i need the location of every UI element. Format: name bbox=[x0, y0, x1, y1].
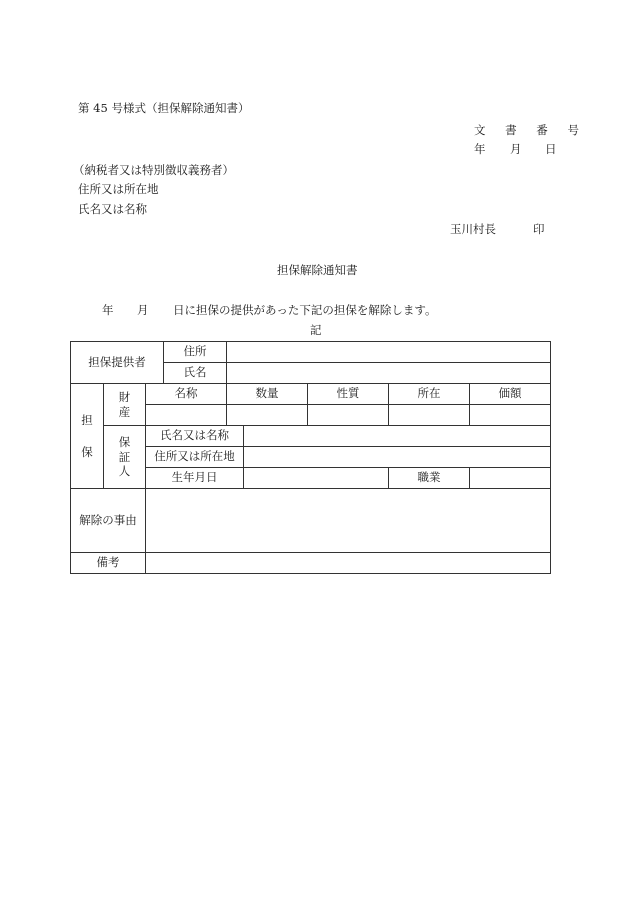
occupation-field[interactable] bbox=[470, 468, 551, 489]
date-month-label: 月 bbox=[510, 142, 522, 156]
property-col-location: 所在 bbox=[389, 384, 470, 405]
guarantor-label: 保 証 人 bbox=[104, 426, 146, 489]
ki-label: 記 bbox=[310, 323, 322, 337]
document-title: 担保解除通知書 bbox=[277, 263, 358, 277]
issuer-name: 玉川村長 bbox=[450, 222, 496, 236]
provider-label: 担保提供者 bbox=[71, 342, 164, 384]
collateral-label: 担 保 bbox=[71, 384, 104, 489]
guarantor-name-label: 氏名又は名称 bbox=[146, 426, 244, 447]
addressee-address-label: 住所又は所在地 bbox=[78, 182, 159, 196]
remarks-field[interactable] bbox=[146, 553, 551, 574]
birthdate-field[interactable] bbox=[244, 468, 389, 489]
date-year-label: 年 bbox=[474, 142, 486, 156]
guarantor-address-label: 住所又は所在地 bbox=[146, 447, 244, 468]
property-location-field[interactable] bbox=[389, 405, 470, 426]
property-col-nature: 性質 bbox=[308, 384, 389, 405]
provider-address-field[interactable] bbox=[227, 342, 551, 363]
body-month: 月 bbox=[137, 303, 149, 317]
release-reason-label: 解除の事由 bbox=[71, 489, 146, 553]
document-number-label: 文 書 番 号 bbox=[474, 123, 587, 137]
addressee-type: （納税者又は特別徴収義務者） bbox=[73, 163, 234, 177]
provider-name-field[interactable] bbox=[227, 363, 551, 384]
property-col-quantity: 数量 bbox=[227, 384, 308, 405]
property-nature-field[interactable] bbox=[308, 405, 389, 426]
occupation-label: 職業 bbox=[389, 468, 470, 489]
provider-address-label: 住所 bbox=[164, 342, 227, 363]
provider-name-label: 氏名 bbox=[164, 363, 227, 384]
guarantor-address-field[interactable] bbox=[244, 447, 551, 468]
body-year: 年 bbox=[102, 303, 114, 317]
property-label: 財 産 bbox=[104, 384, 146, 426]
collateral-release-table bbox=[70, 341, 551, 574]
property-name-field[interactable] bbox=[146, 405, 227, 426]
property-col-name: 名称 bbox=[146, 384, 227, 405]
release-reason-field[interactable] bbox=[146, 489, 551, 553]
remarks-label: 備考 bbox=[71, 553, 146, 574]
addressee-name-label: 氏名又は名称 bbox=[78, 202, 147, 216]
property-col-value: 価額 bbox=[470, 384, 551, 405]
form-number: 第 45 号様式（担保解除通知書） bbox=[78, 101, 250, 115]
birthdate-label: 生年月日 bbox=[146, 468, 244, 489]
body-text: 日に担保の提供があった下記の担保を解除します。 bbox=[173, 303, 437, 317]
date-day-label: 日 bbox=[545, 142, 557, 156]
property-quantity-field[interactable] bbox=[227, 405, 308, 426]
property-value-field[interactable] bbox=[470, 405, 551, 426]
seal-mark: 印 bbox=[533, 222, 545, 236]
guarantor-name-field[interactable] bbox=[244, 426, 551, 447]
